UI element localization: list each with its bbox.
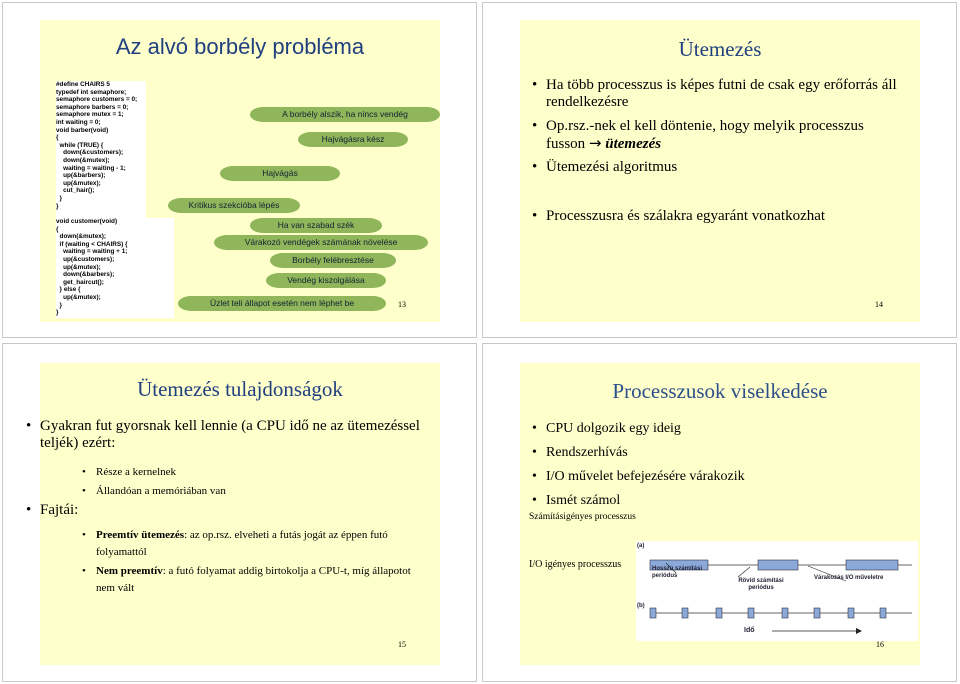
bullet-list-1 <box>24 418 424 453</box>
page-number: 16 <box>876 640 884 649</box>
bullet-text: Fajtái: <box>40 502 79 518</box>
bullet-item <box>530 489 910 513</box>
right-arrow-icon: → <box>588 133 602 152</box>
sub-bullet-text: : a futó folyamat addig birtokolja a CPU-t, míg állapotot nem vált <box>96 565 411 594</box>
chart-long-burst-label: Hosszú számítási periódus <box>652 566 703 579</box>
slide-13 <box>40 20 440 322</box>
slide-16 <box>520 363 920 665</box>
sub-bullet-list-2 <box>80 527 425 597</box>
sub-bullet-item <box>80 563 425 597</box>
sub-bullet-text: Része a kernelnek <box>96 466 177 478</box>
italic-term: ütemezés <box>605 135 662 152</box>
term-preemptive: Preemtív ütemezés <box>96 529 185 541</box>
chart-time-label: Idő <box>744 627 755 634</box>
page-number: 13 <box>398 300 406 309</box>
bullet-item <box>530 159 905 176</box>
bullet-text: CPU dolgozik egy ideig <box>546 421 681 436</box>
bullet-item <box>530 417 910 441</box>
chart-short-burst-label: Rövid számítási periódus <box>738 578 784 591</box>
sub-bullet-item <box>80 482 380 501</box>
bullet-list <box>530 77 905 226</box>
slide-15 <box>40 363 440 665</box>
callout-increase-waiting: Várakozó vendégek számának növelése <box>214 235 428 250</box>
sub-bullet-item <box>80 463 380 482</box>
bullet-text: Ismét számol <box>546 493 621 508</box>
label-cpu-bound: Számításigényes processzus <box>529 512 636 522</box>
bullet-item <box>530 441 910 465</box>
bullet-text: Ütemezési algoritmus <box>546 159 678 175</box>
chart-io-wait-label: Várakozás I/O műveletre <box>814 575 884 581</box>
bullet-text: Op.rsz.-nek el kell döntenie, hogy melyik processzus fusson <box>546 117 864 152</box>
callout-ready-for-haircut: Hajvágásra kész <box>298 132 408 147</box>
bullet-item <box>24 502 324 519</box>
callout-wake-barber: Borbély felébresztése <box>270 253 396 268</box>
sub-bullet-text: Állandóan a memóriában van <box>96 485 226 497</box>
page-number: 14 <box>875 300 883 309</box>
page-number: 15 <box>398 640 406 649</box>
bullet-item <box>530 208 905 225</box>
slide-title: Ütemezés <box>678 37 762 61</box>
bullet-item <box>530 118 905 154</box>
chart-label-b: (b) <box>637 603 645 609</box>
callout-barber-sleeps: A borbély alszik, ha nincs vendég <box>250 107 440 122</box>
callout-haircut: Hajvágás <box>220 166 340 181</box>
slide-14 <box>520 20 920 322</box>
callout-serve-customer: Vendég kiszolgálása <box>266 273 386 288</box>
callout-shop-full: Üzlet teli állapot esetén nem léphet be <box>178 296 386 311</box>
bullet-text: Gyakran fut gyorsnak kell lennie (a CPU idő ne az ütemezéssel teljék) ezért: <box>40 418 420 452</box>
sub-bullet-list-1 <box>80 463 380 501</box>
callout-critical-section: Kritikus szekcióba lépés <box>168 198 300 213</box>
slide-title: Ütemezés tulajdonságok <box>137 377 343 401</box>
bullet-item <box>530 465 910 489</box>
bullet-list-2 <box>24 502 324 519</box>
bullet-text: Processzusra és szálakra egyaránt vonatkozhat <box>546 208 826 225</box>
code-block-barber: #define CHAIRS 5 typedef int semaphore; semaphore customers = 0; semaphore barbers = 0; semaphore mutex = 1; int waiting = 0; void barber(void) { while (TRUE) { down(&customers); down(&mutex); waiting = waiting - 1; up(&barbers); up(&mutex); cut_hair(); } } <box>56 81 146 221</box>
bullet-text: Rendszerhívás <box>546 445 628 460</box>
term-non-preemptive: Nem preemtív <box>96 565 163 577</box>
slide-title: Processzusok viselkedése <box>612 379 828 403</box>
bullet-list <box>530 417 910 513</box>
bullet-item <box>530 77 905 112</box>
label-io-bound: I/O igényes processzus <box>529 559 622 570</box>
sub-bullet-text: : az op.rsz. elveheti a futás jogát az éppen futó folyamattól <box>96 529 388 558</box>
bullet-item <box>24 418 424 453</box>
bullet-text: Ha több processzus is képes futni de csak egy erőforrás áll rendelkezésre <box>546 77 897 111</box>
bullet-text: I/O művelet befejezésére várakozik <box>546 469 745 484</box>
callout-free-chair: Ha van szabad szék <box>250 218 382 233</box>
chart-label-a: (a) <box>637 543 645 549</box>
sub-bullet-item <box>80 527 425 561</box>
code-block-customer: void customer(void) { down(&mutex); if (waiting < CHAIRS) { waiting = waiting + 1; up(&customers); up(&mutex); down(&barbers); get_haircut(); } else { up(&mutex); } } <box>56 218 174 318</box>
process-behavior-chart <box>636 541 918 641</box>
slide-title: Az alvó borbély probléma <box>115 34 365 59</box>
